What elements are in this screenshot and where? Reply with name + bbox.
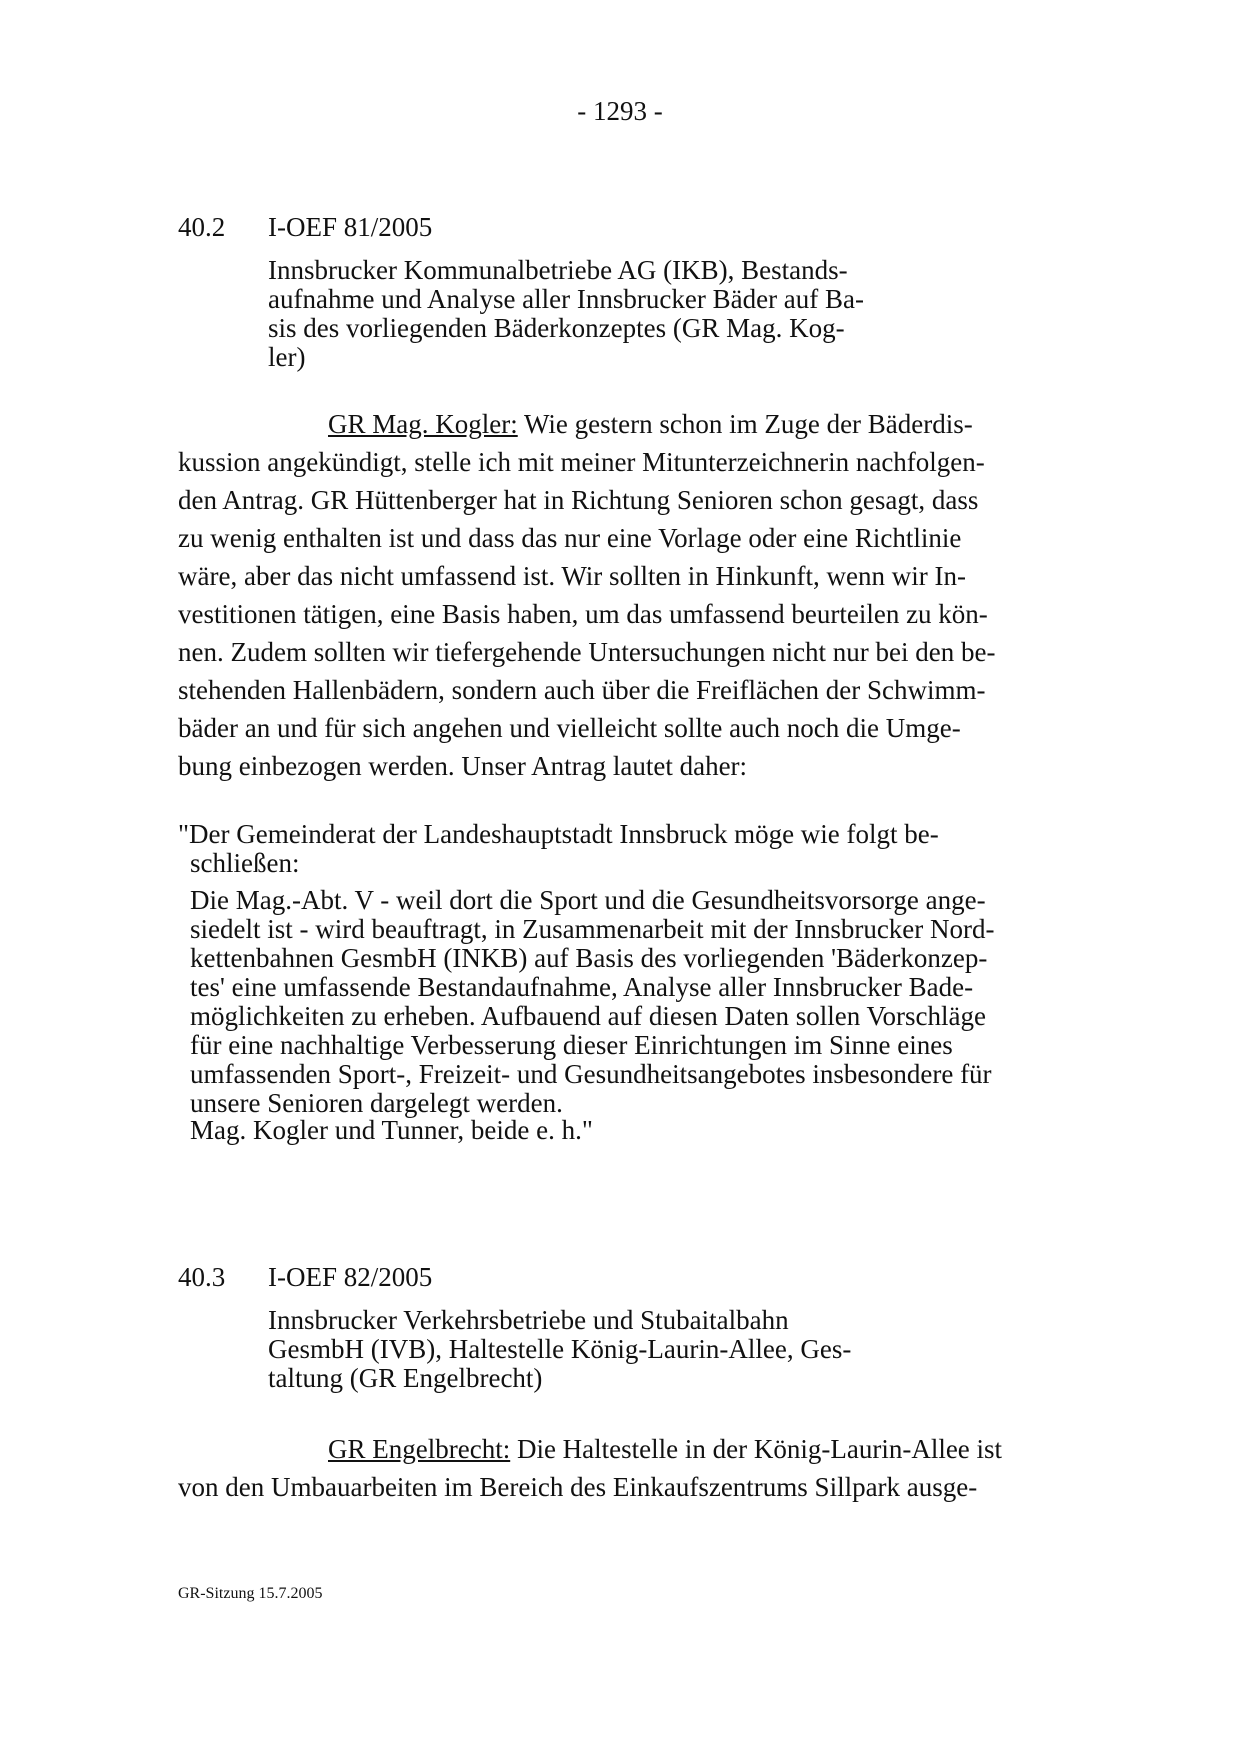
title-line: Innsbrucker Verkehrsbetriebe und Stubaitalbahn [268, 1305, 789, 1335]
section-number: 40.3 [178, 1262, 226, 1292]
speech-paragraph [178, 1430, 1002, 1506]
motion-line: unsere Senioren dargelegt werden. [190, 1088, 563, 1118]
speech-line: wäre, aber das nicht umfassend ist. Wir sollten in Hinkunft, wenn wir In- [178, 561, 966, 591]
speech-line: bäder an und für sich angehen und vielleicht sollte auch noch die Umge- [178, 713, 961, 743]
section-title [268, 256, 864, 372]
speech-line: stehenden Hallenbädern, sondern auch über die Freiflächen der Schwimm- [178, 675, 986, 705]
motion-body [190, 886, 995, 1118]
motion-line: kettenbahnen GesmbH (INKB) auf Basis des vorliegenden 'Bäderkonzep- [190, 943, 988, 973]
title-line: ler) [268, 342, 306, 372]
speech-line: kussion angekündigt, stelle ich mit meiner Mitunterzeichnerin nachfolgen- [178, 447, 985, 477]
title-line: Innsbrucker Kommunalbetriebe AG (IKB), Bestands- [268, 255, 848, 285]
motion-line: für eine nachhaltige Verbesserung dieser Einrichtungen im Sinne eines [190, 1030, 953, 1060]
title-line: GesmbH (IVB), Haltestelle König-Laurin-Allee, Ges- [268, 1334, 852, 1364]
motion-signature: Mag. Kogler und Tunner, beide e. h." [190, 1115, 593, 1145]
speaker-name: GR Engelbrecht: [328, 1434, 511, 1464]
speech-line: bung einbezogen werden. Unser Antrag lautet daher: [178, 751, 748, 781]
page-number: - 1293 - [577, 96, 663, 126]
section-title [268, 1306, 851, 1393]
speech-line: von den Umbauarbeiten im Bereich des Einkaufszentrums Sillpark ausge- [178, 1472, 978, 1502]
speaker-name: GR Mag. Kogler: [328, 409, 518, 439]
motion-line: möglichkeiten zu erheben. Aufbauend auf diesen Daten sollen Vorschläge [190, 1001, 986, 1031]
speech-line: Wie gestern schon im Zuge der Bäderdis- [517, 409, 973, 439]
motion-line: schließen: [190, 848, 300, 878]
title-line: aufnahme und Analyse aller Innsbrucker Bäder auf Ba- [268, 284, 865, 314]
section-number: 40.2 [178, 212, 226, 242]
motion-line: umfassenden Sport-, Freizeit- und Gesundheitsangebotes insbesondere für [190, 1059, 992, 1089]
section-code: I-OEF 81/2005 [268, 212, 433, 242]
motion-line: Die Mag.-Abt. V - weil dort die Sport und die Gesundheitsvorsorge ange- [190, 885, 986, 915]
title-line: sis des vorliegenden Bäderkonzeptes (GR Mag. Kog- [268, 313, 845, 343]
motion-line: siedelt ist - wird beauftragt, in Zusammenarbeit mit der Innsbrucker Nord- [190, 914, 995, 944]
motion-line: "Der Gemeinderat der Landeshauptstadt Innsbruck möge wie folgt be- [178, 819, 939, 849]
footer-session-date: GR-Sitzung 15.7.2005 [178, 1585, 323, 1602]
speech-line: nen. Zudem sollten wir tiefergehende Untersuchungen nicht nur bei den be- [178, 637, 996, 667]
speech-line: vestitionen tätigen, eine Basis haben, um das umfassend beurteilen zu kön- [178, 599, 988, 629]
speech-paragraph [178, 405, 996, 785]
motion-line: tes' eine umfassende Bestandaufnahme, Analyse aller Innsbrucker Bade- [190, 972, 974, 1002]
motion-intro [178, 820, 939, 878]
section-code: I-OEF 82/2005 [268, 1262, 433, 1292]
speech-line: zu wenig enthalten ist und dass das nur eine Vorlage oder eine Richtlinie [178, 523, 962, 553]
title-line: taltung (GR Engelbrecht) [268, 1363, 543, 1393]
speech-line: Die Haltestelle in der König-Laurin-Allee ist [510, 1434, 1003, 1464]
speech-line: den Antrag. GR Hüttenberger hat in Richtung Senioren schon gesagt, dass [178, 485, 979, 515]
